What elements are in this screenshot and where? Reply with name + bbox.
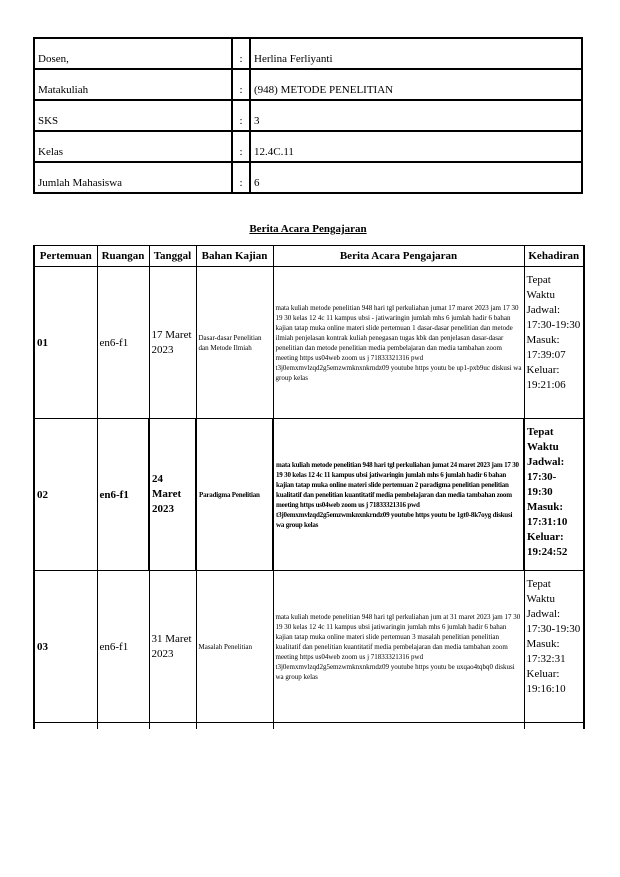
cell-ruangan: en6-f1 — [97, 419, 149, 571]
table-header-row — [34, 246, 584, 267]
empty-cell — [34, 723, 97, 730]
info-separator: : — [232, 38, 250, 69]
column-header-berita-acara: Berita Acara Pengajaran — [273, 246, 524, 267]
info-value: 6 — [250, 162, 582, 193]
info-separator: : — [232, 162, 250, 193]
info-label: Jumlah Mahasiswa — [34, 162, 232, 193]
column-header-bahan-kajian: Bahan Kajian — [196, 246, 273, 267]
cell-bahan-kajian: Masalah Penelitian — [196, 571, 273, 723]
info-label: Matakuliah — [34, 69, 232, 100]
cell-bahan-kajian: Paradigma Penelitian — [196, 419, 273, 571]
cell-berita-acara: mata kuliah metode penelitian 948 hari tgl perkuliahan jumat 17 maret 2023 jam 17 30 19 30 kelas 12 4c 11 kampus ubsi - jatiwaringin jumlah mhs 6 jumlah hadir 6 bahan kajian tatap muka online materi slide pertemuan 1 dasar-dasar penelitian dan metode ilmiah penjelasan kontrak kuliah penegasan tugas kbk dan penjelasan dasar-dasar penelitian dan metode penelitian media pembelajaran dan media tambahan zoom meeting https us04web zoom us j 71833321316 pwd t3j0emxmvlzqd2g5emzwmknxnkrndz09 youtube https youtu be up1-pxb9uc diskusi wa group kelas — [273, 267, 524, 419]
column-header-kehadiran: Kehadiran — [524, 246, 584, 267]
info-value: (948) METODE PENELITIAN — [250, 69, 582, 100]
cell-berita-acara: mata kuliah metode penelitian 948 hari tgl perkuliahan jum at 31 maret 2023 jam 17 30 19 30 kelas 12 4c 11 kampus ubsi jatiwaringin jumlah mhs 6 jumlah hadir 6 bahan kajian tatap muka online materi slide pertemuan 3 masalah penelitian penelitian kualitatif dan penelitian kuantitatif media pembelajaran dan media tambahan zoom meeting https us04web zoom us j 71833321316 pwd t3j0emxmvlzqd2g5emzwmknxnkrndz09 youtube https youtu be uxqao4tqbq0 diskusi wa group kelas — [273, 571, 524, 723]
info-row-kelas — [34, 131, 582, 162]
cell-tanggal: 17 Maret 2023 — [149, 267, 196, 419]
column-header-ruangan: Ruangan — [97, 246, 149, 267]
empty-cell — [97, 723, 149, 730]
info-label: Dosen, — [34, 38, 232, 69]
cell-kehadiran: Tepat Waktu Jadwal: 17:30-19:30 Masuk: 17:32:31 Keluar: 19:16:10 — [524, 571, 584, 723]
cell-kehadiran: Tepat Waktu Jadwal: 17:30-19:30 Masuk: 17:39:07 Keluar: 19:21:06 — [524, 267, 584, 419]
info-row-sks — [34, 100, 582, 131]
empty-cell — [196, 723, 273, 730]
info-separator: : — [232, 100, 250, 131]
table-row — [34, 419, 584, 571]
info-value: Herlina Ferliyanti — [250, 38, 582, 69]
info-separator: : — [232, 131, 250, 162]
table-row — [34, 571, 584, 723]
info-label: Kelas — [34, 131, 232, 162]
teaching-record-table — [33, 245, 585, 729]
info-row-dosen — [34, 38, 582, 69]
cell-tanggal: 31 Maret 2023 — [149, 571, 196, 723]
cell-berita-acara: mata kuliah metode penelitian 948 hari tgl perkuliahan jumat 24 maret 2023 jam 17 30 19 30 kelas 12 4c 11 kampus ubsi jatiwaringin jumlah mhs 6 jumlah hadir 6 bahan kajian tatap muka online materi slide pertemuan 2 paradigma penelitian penelitian kualitatif dan penelitian kuantitatif media pembelajaran dan media tambahan zoom meeting https us04web zoom us j 71833321316 pwd t3j0emxmvlzqd2g5emzwmknxnkrndz09 youtube https youtu be 1gt0-8k7oyg diskusi wa group kelas — [273, 419, 524, 571]
empty-cell — [524, 723, 584, 730]
info-value: 12.4C.11 — [250, 131, 582, 162]
cell-kehadiran: Tepat Waktu Jadwal: 17:30-19:30 Masuk: 17:31:10 Keluar: 19:24:52 — [524, 419, 584, 571]
cell-ruangan: en6-f1 — [97, 571, 149, 723]
empty-cell — [149, 723, 196, 730]
cell-bahan-kajian: Dasar-dasar Penelitian dan Metode Ilmiah — [196, 267, 273, 419]
cell-pertemuan: 02 — [34, 419, 97, 571]
info-label: SKS — [34, 100, 232, 131]
column-header-pertemuan: Pertemuan — [34, 246, 97, 267]
info-separator: : — [232, 69, 250, 100]
section-title: Berita Acara Pengajaran — [249, 223, 367, 235]
table-continuation-row — [34, 723, 584, 730]
cell-tanggal: 24 Maret 2023 — [149, 419, 196, 571]
table-row — [34, 267, 584, 419]
info-row-matakuliah — [34, 69, 582, 100]
cell-ruangan: en6-f1 — [97, 267, 149, 419]
cell-pertemuan: 03 — [34, 571, 97, 723]
info-row-jumlah-mahasiswa — [34, 162, 582, 193]
course-info-table — [33, 37, 583, 194]
empty-cell — [273, 723, 524, 730]
cell-pertemuan: 01 — [34, 267, 97, 419]
column-header-tanggal: Tanggal — [149, 246, 196, 267]
info-value: 3 — [250, 100, 582, 131]
